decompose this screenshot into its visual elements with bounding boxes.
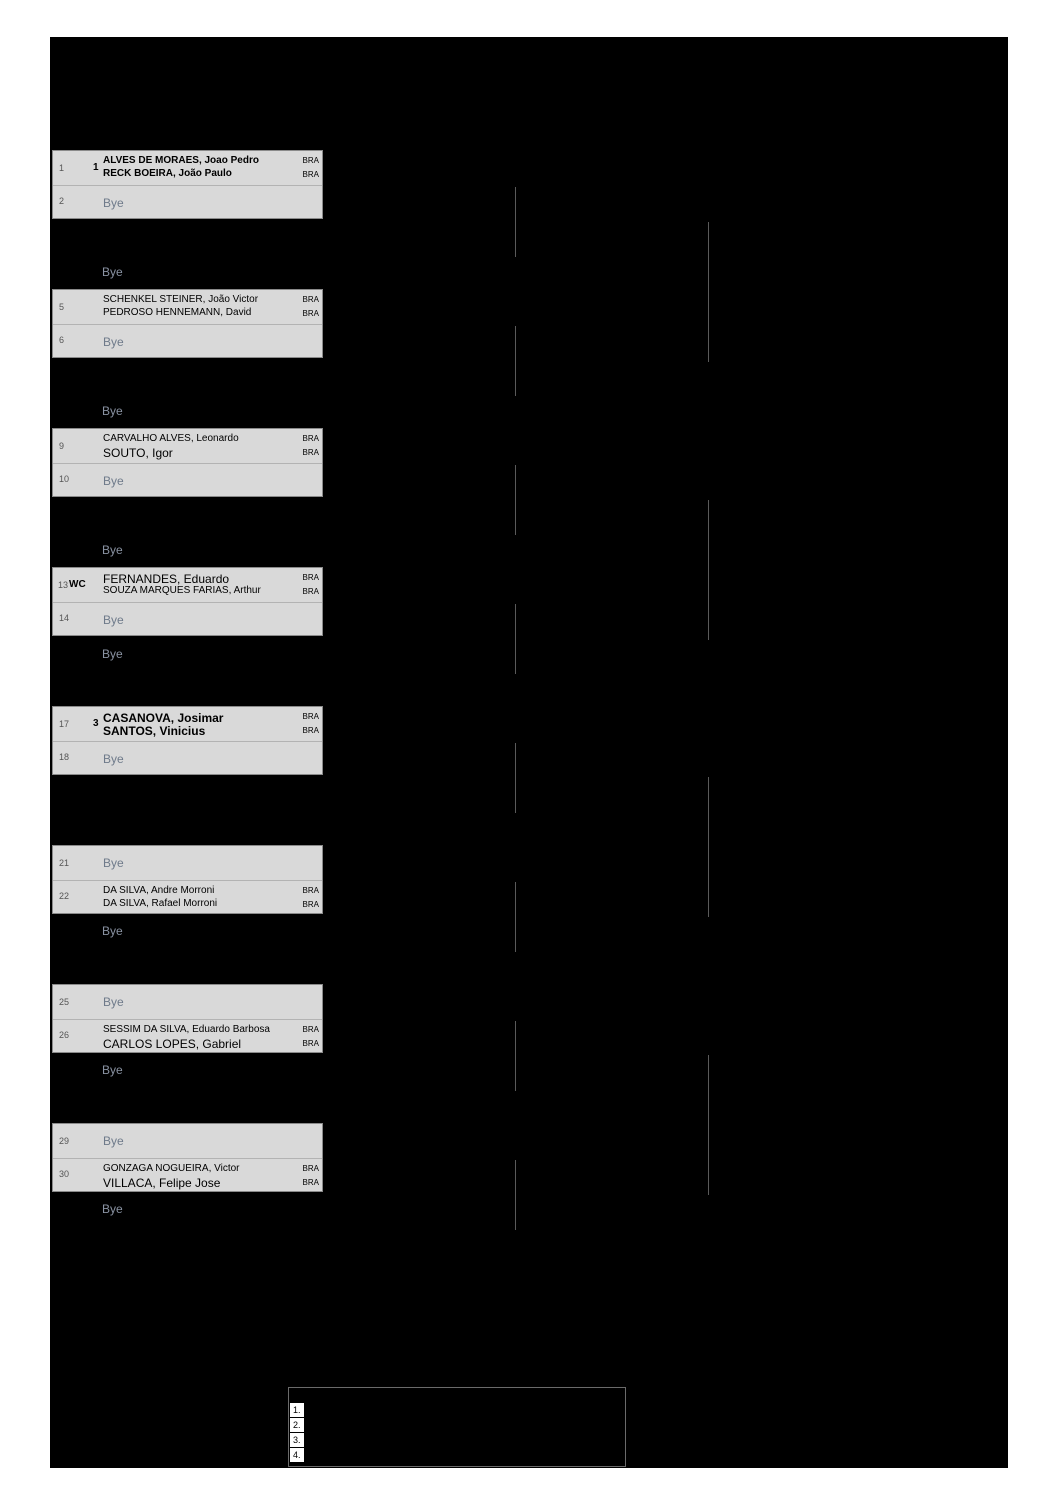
draw-line — [53, 1158, 322, 1193]
bye-label: Bye — [102, 924, 123, 938]
player-name[interactable]: SOUTO, Igor — [103, 446, 173, 460]
legend-item: 3. — [290, 1433, 304, 1447]
draw-position-number: 9 — [59, 441, 65, 451]
bye-label: Bye — [103, 1134, 124, 1148]
draw-position-number: 10 — [59, 474, 70, 484]
bracket-connector — [515, 1021, 516, 1091]
draw-position-number: 21 — [59, 858, 70, 868]
seed-number: 1 — [93, 162, 99, 173]
player-nationality: BRA — [302, 1039, 319, 1048]
player-nationality: BRA — [302, 886, 319, 895]
bracket-connector — [708, 777, 709, 847]
bracket-connector — [708, 1055, 709, 1125]
draw-match-block — [52, 428, 323, 497]
draw-position-number: 6 — [59, 335, 65, 345]
player-nationality: BRA — [302, 726, 319, 735]
player-nationality: BRA — [302, 295, 319, 304]
draw-match-block — [52, 984, 323, 1053]
legend-item: 2. — [290, 1418, 304, 1432]
bye-label: Bye — [103, 335, 124, 349]
legend-item: 1. — [290, 1403, 304, 1417]
player-name[interactable]: SCHENKEL STEINER, João Victor — [103, 294, 259, 305]
seed-number: 3 — [93, 718, 99, 729]
player-name[interactable]: DA SILVA, Rafael Morroni — [103, 898, 218, 909]
draw-line — [53, 985, 322, 1019]
legend-item: 4. — [290, 1448, 304, 1462]
bye-label: Bye — [102, 647, 123, 661]
player-name[interactable]: DA SILVA, Andre Morroni — [103, 885, 215, 896]
player-nationality: BRA — [302, 587, 319, 596]
player-nationality: BRA — [302, 712, 319, 721]
player-nationality: BRA — [302, 573, 319, 582]
bye-label: Bye — [102, 1202, 123, 1216]
draw-position-number: 13 — [58, 580, 69, 590]
draw-line — [53, 290, 322, 324]
player-nationality: BRA — [302, 900, 319, 909]
player-nationality: BRA — [302, 1164, 319, 1173]
draw-match-block — [52, 1123, 323, 1192]
bye-label: Bye — [103, 474, 124, 488]
bracket-connector — [515, 187, 516, 257]
draw-position-number: 26 — [59, 1030, 70, 1040]
bracket-connector — [708, 847, 709, 917]
draw-line — [53, 463, 322, 498]
bye-label: Bye — [103, 995, 124, 1009]
draw-position-number: 22 — [59, 891, 70, 901]
player-name[interactable]: GONZAGA NOGUEIRA, Victor — [103, 1163, 240, 1174]
draw-line — [53, 741, 322, 776]
player-name[interactable]: VILLACA, Felipe Jose — [103, 1176, 221, 1190]
draw-line — [53, 880, 322, 915]
player-name[interactable]: CARVALHO ALVES, Leonardo — [103, 433, 239, 444]
bracket-connector — [708, 292, 709, 362]
player-nationality: BRA — [302, 448, 319, 457]
player-nationality: BRA — [302, 309, 319, 318]
bracket-connector — [708, 222, 709, 292]
bracket-connector — [708, 500, 709, 570]
draw-position-number: 25 — [59, 997, 70, 1007]
draw-position-number: 30 — [59, 1169, 70, 1179]
draw-match-block — [52, 845, 323, 914]
player-name[interactable]: SANTOS, Vinicius — [103, 724, 206, 738]
bracket-connector — [515, 1160, 516, 1230]
bracket-connector — [515, 465, 516, 535]
wildcard-badge: WC — [69, 579, 86, 590]
draw-position-number: 17 — [59, 719, 70, 729]
bye-label: Bye — [103, 196, 124, 210]
player-name[interactable]: CARLOS LOPES, Gabriel — [103, 1037, 242, 1051]
draw-line — [53, 1019, 322, 1054]
draw-match-block — [52, 289, 323, 358]
draw-line — [53, 846, 322, 880]
bracket-connector — [708, 1125, 709, 1195]
draw-position-number: 29 — [59, 1136, 70, 1146]
draw-line — [53, 602, 322, 637]
player-name[interactable]: RECK BOEIRA, João Paulo — [103, 168, 232, 179]
bracket-connector — [515, 326, 516, 396]
player-name[interactable]: SESSIM DA SILVA, Eduardo Barbosa — [103, 1024, 270, 1035]
player-name[interactable]: ALVES DE MORAES, Joao Pedro — [103, 155, 259, 166]
player-nationality: BRA — [302, 1178, 319, 1187]
bracket-connector — [515, 743, 516, 813]
draw-line — [53, 568, 322, 602]
draw-position-number: 2 — [59, 196, 65, 206]
draw-line — [53, 151, 322, 185]
draw-match-block — [52, 150, 323, 219]
bye-label: Bye — [103, 856, 124, 870]
player-nationality: BRA — [302, 1025, 319, 1034]
player-name[interactable]: SOUZA MARQUES FARIAS, Arthur — [103, 585, 261, 596]
bracket-connector — [515, 882, 516, 952]
draw-match-block — [52, 706, 323, 775]
draw-line — [53, 429, 322, 463]
draw-position-number: 5 — [59, 302, 65, 312]
draw-position-number: 14 — [59, 613, 70, 623]
player-name[interactable]: FERNANDES, Eduardo — [103, 572, 230, 586]
draw-position-number: 1 — [59, 163, 65, 173]
bye-label: Bye — [102, 543, 123, 557]
bye-label: Bye — [102, 404, 123, 418]
bye-label: Bye — [103, 613, 124, 627]
draw-line — [53, 707, 322, 741]
bye-label: Bye — [102, 1063, 123, 1077]
player-nationality: BRA — [302, 156, 319, 165]
player-nationality: BRA — [302, 170, 319, 179]
bracket-connector — [708, 570, 709, 640]
draw-line — [53, 1124, 322, 1158]
player-name[interactable]: CASANOVA, Josimar — [103, 711, 224, 725]
draw-match-block — [52, 567, 323, 636]
bye-label: Bye — [102, 265, 123, 279]
player-name[interactable]: PEDROSO HENNEMANN, David — [103, 307, 252, 318]
draw-line — [53, 185, 322, 220]
bye-label: Bye — [103, 752, 124, 766]
draw-line — [53, 324, 322, 359]
draw-position-number: 18 — [59, 752, 70, 762]
bracket-connector — [515, 604, 516, 674]
legend-box — [288, 1387, 626, 1467]
player-nationality: BRA — [302, 434, 319, 443]
